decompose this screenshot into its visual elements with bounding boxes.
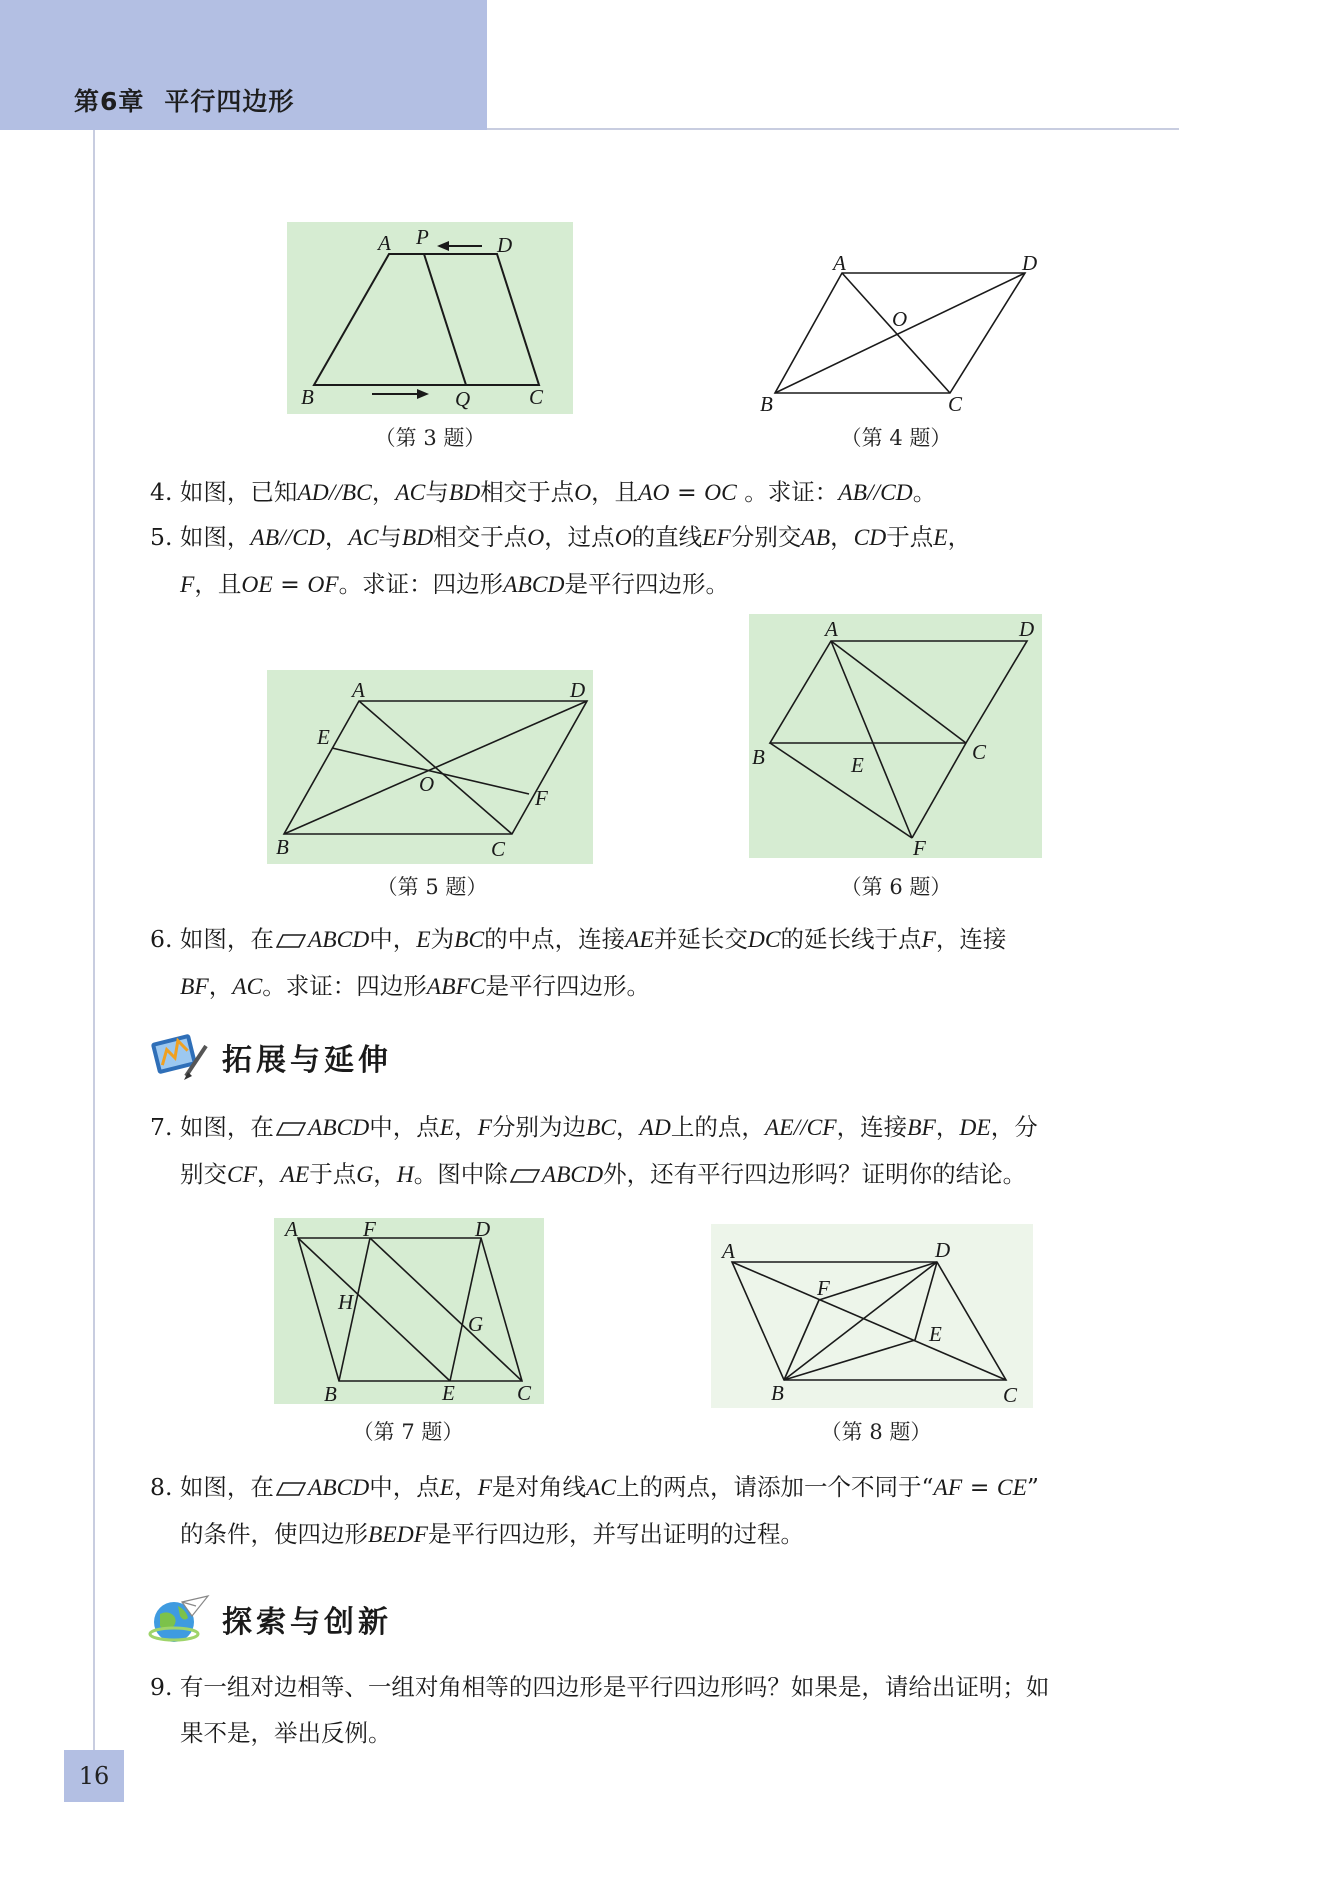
- label-B: B: [324, 1382, 337, 1404]
- problem-8-line-1: 8. 如图，在 ABCD中，点E，F是对角线AC上的两点，请添加一个不同于“AF = CE”: [150, 1473, 1039, 1501]
- header-rule: [487, 128, 1179, 130]
- label-C: C: [948, 392, 963, 416]
- label-O: O: [419, 772, 435, 796]
- label-C: C: [491, 837, 506, 861]
- figure-8: [711, 1224, 1033, 1408]
- label-A: A: [378, 231, 391, 255]
- label-D: D: [475, 1218, 491, 1241]
- problem-9: [150, 1664, 1160, 1756]
- label-A: A: [825, 617, 838, 641]
- globe-plane-icon: [148, 1592, 210, 1646]
- problem-5-line-2: F，且OE = OF。求证：四边形ABCD是平行四边形。: [180, 570, 730, 598]
- margin-rule: [93, 130, 95, 1760]
- figure-5: [267, 670, 593, 864]
- caption-figure-5: （第 5 题）: [376, 875, 488, 899]
- label-A: A: [352, 678, 365, 702]
- label-F: F: [535, 786, 548, 810]
- label-E: E: [442, 1381, 455, 1404]
- parallelogram-symbol-icon: [276, 1122, 306, 1136]
- parallelogram-symbol-icon: [276, 934, 306, 948]
- figure-7: [274, 1218, 544, 1404]
- label-H: H: [338, 1290, 354, 1314]
- problem-9-line-2: 果不是，举出反例。: [180, 1719, 392, 1747]
- caption-figure-3: （第 3 题）: [374, 426, 486, 450]
- problem-6: [150, 916, 1160, 1010]
- label-P: P: [416, 225, 429, 249]
- label-F: F: [817, 1276, 830, 1300]
- figure-3: [287, 222, 573, 414]
- parallelogram-symbol-icon: [510, 1169, 540, 1183]
- label-D: D: [497, 233, 513, 257]
- problem-5: [150, 514, 1160, 608]
- label-O: O: [892, 307, 908, 331]
- chart-monitor-icon: [148, 1030, 210, 1084]
- chapter-name: 平行四边形: [164, 87, 295, 116]
- problem-4-line-1: 4. 如图，已知AD//BC，AC与BD相交于点O，且AO = OC 。求证：AB//CD。: [150, 478, 937, 506]
- label-B: B: [276, 835, 289, 859]
- label-C: C: [972, 740, 987, 764]
- label-A: A: [722, 1239, 735, 1263]
- label-E: E: [851, 753, 864, 777]
- section-explore-title: 探索与创新: [222, 1605, 392, 1640]
- label-F: F: [913, 836, 926, 858]
- figure-6: [749, 614, 1042, 858]
- label-C: C: [517, 1381, 532, 1404]
- caption-figure-7: （第 7 题）: [352, 1420, 464, 1444]
- problem-6-line-2: BF，AC。求证：四边形ABFC是平行四边形。: [180, 972, 650, 1000]
- label-D: D: [1019, 617, 1035, 641]
- label-E: E: [929, 1322, 942, 1346]
- label-D: D: [935, 1238, 951, 1262]
- label-A: A: [833, 251, 846, 275]
- label-D: D: [1022, 251, 1038, 275]
- problem-7-line-2: 别交CF，AE于点G，H。图中除 ABCD外，还有平行四边形吗？证明你的结论。: [180, 1160, 1027, 1188]
- label-C: C: [1003, 1383, 1018, 1407]
- problem-6-line-1: 6. 如图，在 ABCD中，E为BC的中点，连接AE并延长交DC的延长线于点F，连接: [150, 925, 1007, 953]
- label-Q: Q: [455, 387, 471, 411]
- problem-4: [150, 469, 1160, 516]
- label-G: G: [468, 1312, 484, 1336]
- figure-4: [750, 248, 1050, 418]
- chapter-number: 第6章: [74, 87, 145, 116]
- section-explore-heading: [148, 1592, 392, 1646]
- label-C: C: [529, 385, 544, 409]
- section-extension-title: 拓展与延伸: [222, 1043, 392, 1078]
- problem-8: [150, 1464, 1160, 1558]
- chapter-title: [74, 82, 294, 118]
- caption-figure-8: （第 8 题）: [820, 1420, 932, 1444]
- section-extension-heading: [148, 1030, 392, 1084]
- caption-figure-6: （第 6 题）: [840, 875, 952, 899]
- parallelogram-symbol-icon: [276, 1482, 306, 1496]
- label-A: A: [285, 1218, 298, 1241]
- problem-7-line-1: 7. 如图，在 ABCD中，点E，F分别为边BC，AD上的点，AE//CF，连接BF，DE，分: [150, 1113, 1038, 1141]
- label-B: B: [752, 745, 765, 769]
- page-number: 16: [64, 1750, 124, 1802]
- label-F: F: [363, 1218, 376, 1241]
- label-B: B: [771, 1381, 784, 1405]
- problem-5-line-1: 5. 如图，AB//CD，AC与BD相交于点O，过点O的直线EF分别交AB，CD于点E，: [150, 523, 972, 551]
- label-D: D: [570, 678, 586, 702]
- caption-figure-4: （第 4 题）: [840, 426, 952, 450]
- problem-9-line-1: 9. 有一组对边相等、一组对角相等的四边形是平行四边形吗？如果是，请给出证明；如: [150, 1673, 1050, 1701]
- problem-7: [150, 1104, 1160, 1198]
- problem-8-line-2: 的条件，使四边形BEDF是平行四边形，并写出证明的过程。: [180, 1520, 805, 1548]
- label-B: B: [760, 392, 773, 416]
- label-B: B: [301, 385, 314, 409]
- label-E: E: [317, 725, 330, 749]
